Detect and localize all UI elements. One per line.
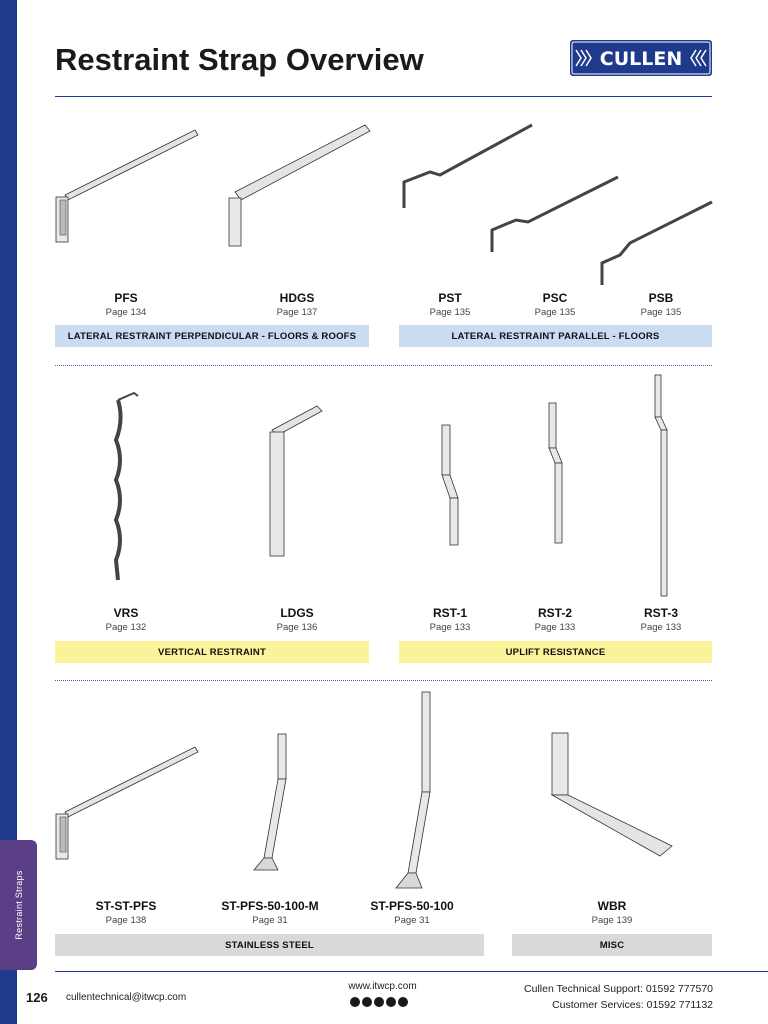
product-page: Page 137 — [276, 307, 318, 318]
product-code: ST-PFS-50-100-M — [221, 899, 319, 913]
product-code: HDGS — [279, 291, 315, 305]
product-code: WBR — [597, 899, 627, 913]
category-band: LATERAL RESTRAINT PERPENDICULAR - FLOORS & ROOFS — [55, 325, 369, 347]
product-code: ST-PFS-50-100 — [370, 899, 454, 913]
product-hdgs[interactable] — [237, 291, 357, 318]
category-band: MISC — [512, 934, 712, 956]
cullen-logo — [570, 40, 712, 76]
rst2-illustration — [542, 398, 572, 548]
product-page: Page 133 — [640, 622, 682, 633]
twitter-icon[interactable] — [350, 997, 360, 1007]
st-pfs-50-100-m-illustration — [250, 730, 295, 880]
product-code: RST-2 — [537, 606, 572, 620]
product-psc[interactable] — [495, 291, 615, 318]
product-page: Page 133 — [429, 622, 471, 633]
wbr-illustration — [540, 728, 680, 863]
product-page: Page 133 — [534, 622, 576, 633]
linkedin-icon[interactable] — [386, 997, 396, 1007]
category-band: UPLIFT RESISTANCE — [399, 641, 712, 663]
product-page: Page 135 — [429, 307, 471, 318]
rst1-illustration — [432, 420, 472, 550]
product-page: Page 31 — [394, 915, 430, 926]
st-pfs-50-100-illustration — [390, 688, 440, 898]
product-code: ST-ST-PFS — [95, 899, 157, 913]
product-pfs[interactable] — [66, 291, 186, 318]
section-divider — [55, 680, 712, 681]
category-band: STAINLESS STEEL — [55, 934, 484, 956]
page-number: 126 — [26, 990, 48, 1005]
side-tab-label: Restraint Straps — [13, 870, 24, 940]
product-code: PST — [438, 291, 462, 305]
product-rst3[interactable] — [601, 606, 721, 633]
facebook-icon[interactable] — [362, 997, 372, 1007]
product-wbr[interactable] — [552, 899, 672, 926]
product-code: PFS — [114, 291, 138, 305]
rst3-illustration — [650, 372, 675, 602]
product-page: Page 31 — [252, 915, 288, 926]
social-icons — [350, 997, 408, 1007]
youtube-icon[interactable] — [374, 997, 384, 1007]
section-divider — [55, 365, 712, 366]
st-st-pfs-illustration — [50, 742, 200, 862]
product-code: PSC — [542, 291, 568, 305]
product-code: VRS — [113, 606, 139, 620]
product-st-pfs-50-100[interactable] — [352, 899, 472, 926]
psb-illustration — [598, 197, 716, 287]
product-rst1[interactable] — [390, 606, 510, 633]
product-st-st-pfs[interactable] — [66, 899, 186, 926]
technical-support-contact: Cullen Technical Support: 01592 777570 — [524, 983, 713, 995]
svg-text:CULLEN: CULLEN — [599, 48, 683, 70]
customer-services-contact: Customer Services: 01592 771132 — [552, 999, 713, 1011]
product-vrs[interactable] — [66, 606, 186, 633]
footer-rule — [55, 971, 768, 972]
product-pst[interactable] — [390, 291, 510, 318]
product-page: Page 135 — [640, 307, 682, 318]
product-st-pfs-50-100-m[interactable] — [200, 899, 340, 926]
product-psb[interactable] — [601, 291, 721, 318]
product-page: Page 134 — [105, 307, 147, 318]
product-page: Page 135 — [534, 307, 576, 318]
footer-website-link[interactable]: www.itwcp.com — [348, 981, 417, 992]
product-code: RST-3 — [643, 606, 678, 620]
category-band: LATERAL RESTRAINT PARALLEL - FLOORS — [399, 325, 712, 347]
flickr-icon[interactable] — [398, 997, 408, 1007]
product-code: LDGS — [280, 606, 314, 620]
product-page: Page 139 — [591, 915, 633, 926]
section-side-tab[interactable] — [0, 840, 37, 970]
product-page: Page 132 — [105, 622, 147, 633]
product-code: RST-1 — [432, 606, 467, 620]
hdgs-illustration — [225, 122, 375, 252]
ldgs-illustration — [262, 402, 332, 562]
vrs-illustration — [104, 390, 144, 585]
product-code: PSB — [648, 291, 674, 305]
product-rst2[interactable] — [495, 606, 615, 633]
header-rule — [55, 96, 712, 97]
footer-email-link[interactable]: cullentechnical@itwcp.com — [66, 992, 187, 1003]
page-title: Restraint Strap Overview — [55, 42, 424, 77]
product-page: Page 136 — [276, 622, 318, 633]
product-page: Page 138 — [105, 915, 147, 926]
category-band: VERTICAL RESTRAINT — [55, 641, 369, 663]
pfs-illustration — [50, 125, 200, 245]
product-ldgs[interactable] — [237, 606, 357, 633]
